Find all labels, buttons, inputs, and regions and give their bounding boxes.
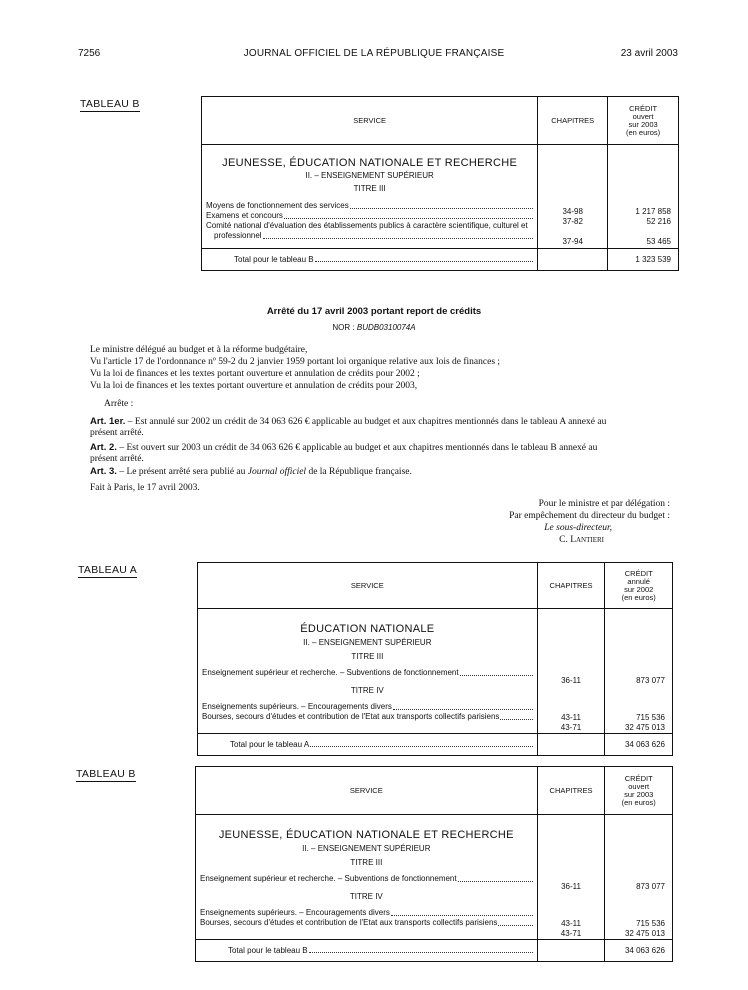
col-header-credit: CRÉDIT ouvert sur 2003 (en euros) [608, 97, 679, 145]
credit-table-top: SERVICE CHAPITRES CRÉDIT ouvert sur 2003 (en euros) JEUNESSE, ÉDUCATION NATIONALE ET RECHERCHE II. – ENSEIGNEMENT SUPÉRIEUR TITRE III Moyens de fonctionnement des services Examens et concours Comité national d'évaluation des établissements publics à caractère scientifique, culturel et professionnel 34-98 37-82 37-94 1 217 858 52 216 53 465 Total pour le tableau B 1 323 539 [201, 96, 679, 271]
total-label: Total pour le tableau A [230, 740, 533, 749]
service-row: Moyens de fonctionnement des services [206, 201, 533, 211]
chapitre-cell: 36-11 [561, 676, 581, 685]
section-title: II. – ENSEIGNEMENT SUPÉRIEUR [305, 171, 434, 180]
chapitre-cell: 43-71 [560, 723, 582, 732]
credit-cell: 52 216 [646, 217, 671, 226]
credit-table-a [197, 562, 673, 756]
col-header-service: SERVICE [202, 97, 538, 145]
credit-cell: 715 536 [636, 713, 665, 722]
service-row: Examens et concours [206, 211, 533, 221]
fait-line: Fait à Paris, le 17 avril 2003. [90, 483, 200, 493]
chapitre-cell: 34-98 [562, 207, 583, 216]
credit-cell: 873 077 [636, 882, 665, 891]
col-header-service: SERVICE [196, 767, 538, 815]
preamble-line: Vu la loi de finances et les textes portant ouverture et annulation de crédits pour 2003, [90, 381, 418, 391]
chapitre-cell: 43-11 [561, 713, 581, 722]
credit-cell: 32 475 013 [624, 929, 665, 938]
page-number: 7256 [78, 48, 101, 59]
service-row: Enseignements supérieurs. – Encouragements divers [202, 702, 533, 712]
ministry-title: ÉDUCATION NATIONALE [300, 623, 435, 635]
nor-line: NOR : BUDB0310074A [332, 323, 416, 332]
col-header-chapitres: CHAPITRES [537, 767, 605, 815]
signature-line: Pour le ministre et par délégation : [538, 499, 670, 509]
total-value: 34 063 626 [605, 734, 673, 756]
chapitre-cell: 37-82 [562, 217, 583, 226]
page-date: 23 avril 2003 [620, 48, 678, 59]
credit-cell: 1 217 858 [635, 207, 671, 216]
service-row: Bourses, secours d'études et contribution de l'Etat aux transports collectifs parisiens [202, 712, 533, 722]
chapitre-cell: 43-71 [560, 929, 582, 938]
credit-cell: 715 536 [636, 919, 665, 928]
credit-table-b [195, 766, 673, 962]
ministry-title: JEUNESSE, ÉDUCATION NATIONALE ET RECHERCHE [218, 829, 514, 841]
section-title: II. – ENSEIGNEMENT SUPÉRIEUR [303, 638, 432, 647]
titre-heading: TITRE III [351, 652, 384, 661]
service-row: Enseignements supérieurs. – Encouragements divers [200, 908, 533, 918]
preamble-line: Le ministre délégué au budget et à la réforme budgétaire, [90, 345, 308, 355]
titre-heading: TITRE III [353, 184, 386, 193]
arrete-word: Arrête : [104, 399, 134, 409]
col-header-service: SERVICE [198, 563, 538, 609]
credit-cell: 32 475 013 [624, 723, 665, 732]
col-header-credit: CRÉDIT ouvert sur 2003 (en euros) [605, 767, 673, 815]
signature-line: Par empêchement du directeur du budget : [509, 511, 670, 521]
service-row: Enseignement supérieur et recherche. – Subventions de fonctionnement [200, 874, 533, 884]
titre-heading: TITRE IV [349, 892, 383, 901]
article-2: Art. 2. – Est ouvert sur 2003 un crédit de 34 063 626 € applicable au budget et aux chapitres mentionnés dans le tableau B annexé au [90, 442, 598, 453]
credit-cell: 53 465 [646, 237, 671, 246]
col-header-chapitres: CHAPITRES [538, 97, 608, 145]
preamble-line: Vu l'article 17 de l'ordonnance nº 59-2 du 2 janvier 1959 portant loi organique relative aux lois de finances ; [90, 357, 501, 367]
chapitre-cell: 37-94 [562, 237, 583, 246]
service-row: Bourses, secours d'études et contribution de l'Etat aux transports collectifs parisiens [200, 918, 533, 928]
total-value: 34 063 626 [605, 940, 673, 962]
tableau-b-label: TABLEAU B [76, 768, 136, 780]
total-label: Total pour le tableau B [234, 255, 533, 264]
article-1: Art. 1er. – Est annulé sur 2002 un crédit de 34 063 626 € applicable au budget et aux chapitres mentionnés dans le tableau A annexé au [90, 416, 607, 427]
preamble-line: Vu la loi de finances et les textes portant ouverture et annulation de crédits pour 2002 ; [90, 369, 420, 379]
section-title: II. – ENSEIGNEMENT SUPÉRIEUR [302, 844, 431, 853]
ministry-title: JEUNESSE, ÉDUCATION NATIONALE ET RECHERCHE [222, 157, 518, 169]
arrete-title: Arrêté du 17 avril 2003 portant report de crédits [266, 306, 482, 317]
total-label: Total pour le tableau B [228, 946, 533, 955]
total-value: 1 323 539 [608, 249, 679, 271]
signature-line: Le sous-directeur, [544, 523, 612, 533]
service-row: Enseignement supérieur et recherche. – Subventions de fonctionnement [202, 668, 533, 678]
chapitre-cell: 36-11 [561, 882, 581, 891]
tableau-a-label: TABLEAU A [78, 564, 138, 576]
chapitre-cell: 43-11 [561, 919, 581, 928]
tableau-label: TABLEAU B [80, 98, 140, 110]
col-header-chapitres: CHAPITRES [537, 563, 605, 609]
col-header-credit: CRÉDIT annulé sur 2002 (en euros) [605, 563, 673, 609]
titre-heading: TITRE IV [350, 686, 384, 695]
service-row: Comité national d'évaluation des établissements publics à caractère scientifique, culturel et [206, 221, 528, 230]
credit-cell: 873 077 [636, 676, 665, 685]
titre-heading: TITRE III [350, 858, 383, 867]
article-3: Art. 3. – Le présent arrêté sera publié au Journal officiel de la République française. [90, 466, 412, 477]
signatory-name: C. Lantieri [559, 535, 604, 545]
journal-title: JOURNAL OFFICIEL DE LA RÉPUBLIQUE FRANÇAISE [243, 48, 505, 59]
